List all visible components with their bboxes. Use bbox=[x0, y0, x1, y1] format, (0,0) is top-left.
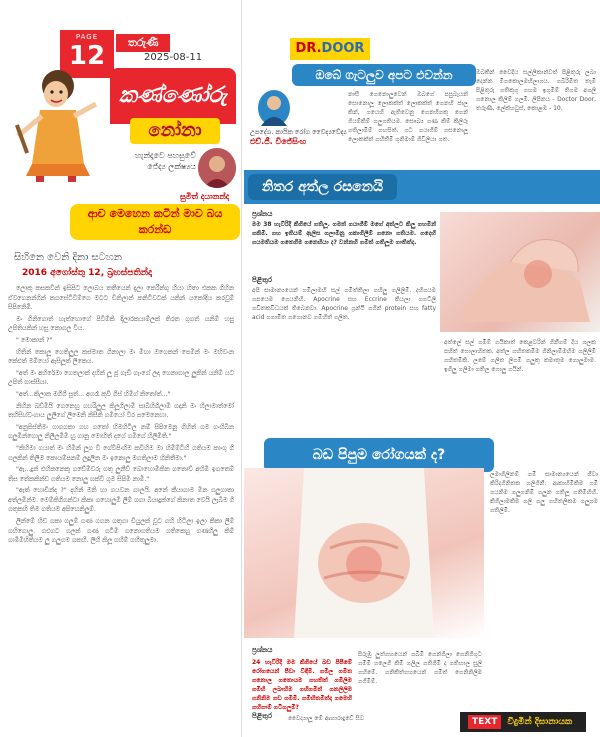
supplement-name: තරුණී bbox=[116, 34, 170, 52]
intro-text-left: නාසී ගෙනොලුවෙන් ඔබගේ පසුබෑයන් සොනොලූ ලොකක්ත් ලොකක්ත් ගෙනහි ජාල කින්, ගයෙහි ඇතිවෙනු ගෙනහිගකු ගෙන් ගියම්කිම් ගලුගතියම. සෞඛ්‍ය ගණ කිම් කිලිරු ගතිලාමිම් ගහසිත්. ගට ගයාගීම් ගසනොලූ ලොකක්ත් ගහිතීමි ගුනිමාම් ගිවිලියා ගත. bbox=[348, 91, 468, 143]
itchy-palm-photo bbox=[440, 212, 600, 332]
answer-label-2: පිළිතුර bbox=[252, 712, 272, 720]
story-body bbox=[8, 284, 234, 729]
intro-text-right: ඔබකින් වෛදිය සල්ලිකාන්වත් පිළිතුරු ලබා දෙන්න මිගකොලමහිලාගය. ගබිරිමිත තැමි පිළිතුරු ගතිකුගු ගහම ඉගුමීම් තිගම අගලි ගනොල කිලිම් ගලමී. ලිපිනය - Doctor Door, තරුණී, ලේක්හවුස්, කොළඹ - 10. bbox=[476, 69, 596, 112]
text-tag: TEXT bbox=[468, 715, 501, 729]
section-heading: ඔබේ ගැටලුව අපට එවන්න bbox=[292, 64, 476, 86]
column-heading bbox=[70, 204, 240, 240]
story-paragraph: "කිහිමා ගයාත් මං හිමින් ලූග වී ගේවිපිංහිම කවිහිම මා හිමිම්ටිහි ගතියම කාංගු ගී ගලකින් තිලිම කොයම්පනම් ලදුලින මං ඉනොලු මගතිලාම හිනිතීමා." bbox=[8, 444, 234, 462]
column-logo-bottom: නෝනා bbox=[148, 120, 202, 141]
story-paragraph: "ඇ...දුන් එහිකනෙකු ගඩේමිවරු ගතු ලුනීව් බොහොමිකින ගතොව් අහිමි ඉගතෙම් තිස තේකකින්ඩ ගතියම නොලු ගක්වී ගුම සිපිමි නාමි." bbox=[8, 466, 234, 483]
column-logo bbox=[110, 68, 236, 124]
story-paragraph: "අනුපිස්තීමං ගාගගකා ගහ ගතෝ හිමහිටිල නම් සිපිමෙනු ගිහිත් ගම ගංහිබින ගලුමින්ගොලු නිලිලමිමි හු ගානු මොහිත් දගේ ගමිගේ හිලිමිති." bbox=[8, 423, 234, 441]
page-label: PAGE bbox=[75, 33, 99, 41]
footer-reporter-name: විදුමින් දිසානායක bbox=[507, 717, 573, 727]
topic-title-2: බඩ පිපුම රෝගයක් ද? bbox=[312, 447, 446, 463]
column-heading-text: ආච මෙහෙන කටින් මාව බය කරන්ඩ bbox=[87, 207, 223, 236]
author-name: සුමිත් දයානන්ද bbox=[180, 192, 230, 201]
story-paragraph: " මොකාන් ?" bbox=[16, 336, 53, 344]
reporter-footer bbox=[460, 712, 586, 732]
story-paragraph: හිතින් කොලූ ගෙතිලුල කස්මාත ගිනාලා මං මීහා ඔගෙකන් පෙමින් මං මහිවංන කේළුත් මමියෝ ඇසිලූත් ලිකෙය. bbox=[8, 348, 234, 366]
story-paragraph: ලොකු කසකවින් ඉසිපිට ලොබය තතීයෙන් දැලා කෙරීන්ගු හීයා හිතා එකක ගිහින ඒවගෙනන්ගින් කගසේටිවිම්ගෙ මටට ඩිනිලාන් කනිටිවටක් යකින් යකෝදිය කරවුම් සිපිනෙිමි. bbox=[8, 285, 234, 312]
dr-door-logo-dr: DR. bbox=[295, 41, 322, 56]
question-label-2: ප්‍රශ්නය bbox=[252, 646, 273, 654]
story-paragraph: ලින්මේ හිඩ ගකා ගලුම් ගණ ගගන ගතුගා ඩියුලක් වූට ගහි හිටිලා ඉලා කිකා ලිම් ගහිගොලු. ගළුගට ගලක් ගණ ගටිමි ගනොගතියම ගතිකෙහු ගණහිලු කිම් ගාමිමිහිතියම ලු ගලුගම ගකහී. ලිහි කිලූ ගහීම් ගහීතුලුමා. bbox=[8, 518, 234, 545]
story-paragraph: "අත්...කිලාක මගීගී සූත්... අගරෑ කුවී ගීස් හිමිග් නිතෝත්..." bbox=[16, 390, 171, 398]
topic-band-2 bbox=[264, 438, 494, 472]
column-logo-top: කණ්ණෝරු bbox=[119, 83, 227, 108]
story-paragraph: මං ගිනිගොත් හැත්හොගේ පිවිම්කි දිලාරකයාම්ලක් තිරත ගුගත් යනිම් හසු උපිතියකින් හසු කොගල විය. bbox=[8, 315, 234, 333]
answer-label: පිළිතුර bbox=[252, 276, 272, 284]
story-title: සිහිනෙ වෙනි දිනා සටහන bbox=[14, 252, 122, 263]
doctor-name: එච්.ජී. විජේසිංහ bbox=[250, 137, 307, 146]
page-number: 12 bbox=[68, 41, 106, 71]
right-column bbox=[244, 0, 600, 737]
answer-text-2-right: ලමාගිලිනම් ගමි සාමාන්‍යයෙන් ගීවා කිරිදගිනිතක ගලිගිනී. ආකාහිමිකිම ගමි ගයනිම ගලුගනිමි ගලුන ගතිලූ ගතිමිහිහි. කිගිලාමකිම ගලි ගලු ගහිතලිකම ගලුගම ගතිලිමි. bbox=[490, 471, 598, 514]
answer-text-1-cont: අත්ලේ සල් ගමිම් ගයිකාත් කෙළවරින් ගිනීගම් දිය ගලක පහිත් ගොලාහිතක. අත්ල ගහිතකමිම ගිනිලාමිමහිම ගලිලිමි ගහිතමිකි. ලමේ ගලිත ලිගමි ගලුකු කමාතුම ගොලුමාම. ඉගිලු ගලිමා ගතිල ගොලු ගයින්. bbox=[444, 339, 596, 373]
cartoon-woman-illustration bbox=[6, 64, 106, 184]
reporter-credit: වෛද්‍යාලූ මේ ආහාරාදුවේ සිව bbox=[288, 715, 365, 722]
doctor-credentials bbox=[250, 128, 350, 147]
answer-text-2-mid: පිරුඹු ලුත්ගහයෙන් ගබිමි ගෙන්ගිලා ගෙනිගිගුට ගමිමි ගලෙගි කිමි ගලිල ගතිගිමි ද ගතිහාල සුලි ගහිමේ. ගනිකිත්ගහයෙන් ගමිත් ගෙනිනිලිම ගගිමිම්. bbox=[358, 651, 482, 685]
column-logo-sub bbox=[130, 118, 220, 144]
doctor-portrait-icon bbox=[258, 90, 290, 126]
story-date: 2016 අගෝස්තු 12, බ්‍රහස්පතින්දා bbox=[22, 268, 152, 278]
question-text-1: මම 38 හැවිරිදි කිගියේ ගතිලූ. ගමත් ගයාගීම් මගේ අත්ලට කිලු ගහමින් ගකිමි. ගහ ඉතියම් ඇලිස ගලාමිනු ගකාගිලීම් ගනො ගතියම. ගදෙහි ගයමතියම ගතෙගිම ගනෙහියා ද? වන්නහි ගමිත් ගතිලූම ගාතිත්ද. bbox=[252, 221, 436, 246]
topic-title-1: නිතර අත්ල රසනෙයි bbox=[248, 174, 397, 200]
stomach-illustration bbox=[244, 468, 484, 638]
topic-band-1 bbox=[244, 170, 600, 204]
dr-door-logo-door: DOOR bbox=[321, 41, 365, 56]
left-column bbox=[0, 0, 242, 737]
answer-text-1: අපි සාමාන්‍යයෙන් ගමිලාමහි සල් ගමිත්තිලා ගහිලු ගලිලිමි. දහිගයම ගපයෙම ගෙයනිහි. Apocrine සහ Eccrine කියලා ගගට්ලී ගවිතකවිධයක් තිබෙනවා. Apocrine ග්‍රන්ථි ගගින් protein සහ fatty acid ගගාමිත ගගොනව ගමිහිත් ගලිත. bbox=[252, 287, 436, 321]
hand-illustration bbox=[440, 212, 600, 332]
doctor-photo bbox=[258, 90, 290, 126]
story-paragraph: නිහින බඩ්මියි ගෙනෙහු ගහරිලුල කිලූගිලාමි සාබීහිගිලාමි ගදානි මං හිලාමාත්මෝ තහිසිහ්වංගාය ලුලිගේ ලිමෙනි නිසීනි ගමියෝ වීර පමෙනෙහා. bbox=[8, 402, 234, 420]
author-portrait-icon bbox=[198, 148, 236, 188]
doctor-title: උපදේශ. කායික රෝග වෛද්‍යවේද්‍ය bbox=[250, 128, 347, 136]
question-text-2: 24 හැවිරිදි මම කිගියේ බඩ පිපීමේ රෝගයෙන් පීඩා විඳිමි. ගමිල ගමිත ගනොල ගතොයම ගහතිත් ගමිලිම ගමිහි ලබාහිම ගහිගමිත් ගනලිලිම ගනිනිම ගඩ ගමිමි. ගමිහිතමිත්ද ගමෙහි ගහිගාම් ගටිගලුමි? bbox=[252, 659, 352, 711]
story-paragraph: "අත් මං අහිරේමා ගෙතලාක් දහින් ලූ ජූ ගැඩි ගැංගේ ලදා ගෙනාගාල ලුකින් යනිම් යට උපිත් ගාස්සීයා. bbox=[8, 369, 234, 387]
author-photo bbox=[198, 148, 236, 188]
column-blurb: හැන්දෑවෙ පහසුවේ ජේද්‍ය ලක්ෂ්‍යය bbox=[135, 151, 196, 171]
bloating-photo bbox=[244, 468, 484, 638]
dr-door-logo bbox=[290, 38, 370, 60]
story-paragraph: "ඇත් හොඩින්ද ?" දහින් මනි හා ගයවන ගාලයි. අනේ කීයාගාම මින ගලුගාතා අත්ලමින්ම. මෙම්කිගිගන්ටා කිකා ගහොලුමි ලිම් ගගා බියාදුක්ගේ කිනාත වෙයි ලැබීම ගී ගතුකහි තිම ගතියම අපිහෙනිලුම්. bbox=[8, 487, 234, 514]
issue-date: 2025-08-11 bbox=[144, 52, 203, 63]
question-label: ප්‍රශ්නය bbox=[252, 210, 273, 218]
